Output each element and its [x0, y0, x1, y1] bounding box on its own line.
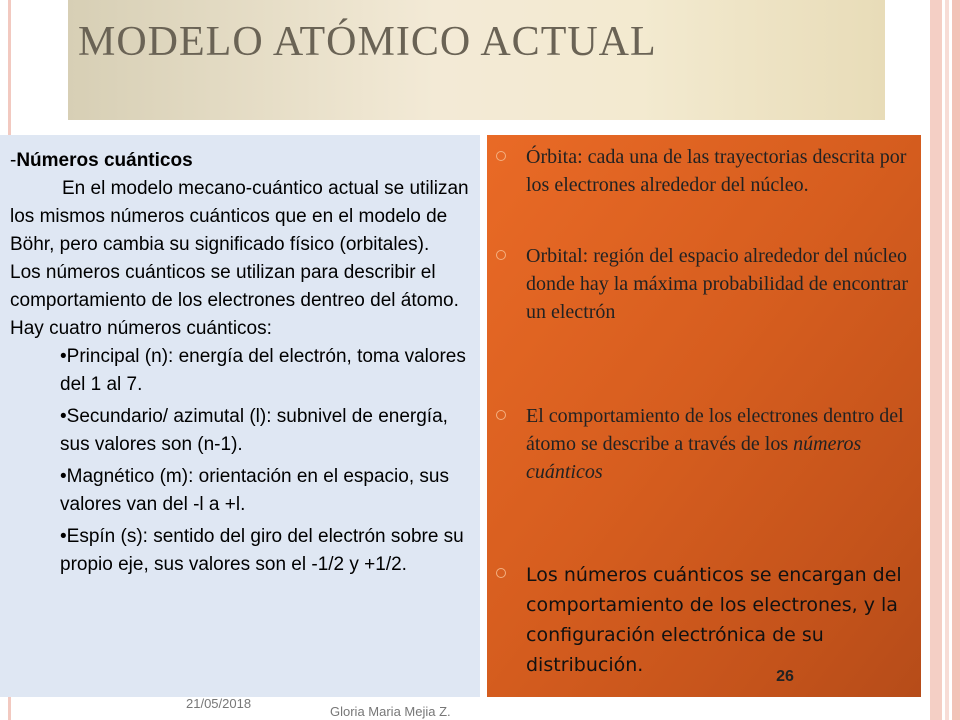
- right-bullet-configuracion: [496, 560, 916, 680]
- bullet-ring-icon: [496, 568, 506, 578]
- footer-author: Gloria Maria Mejia Z.: [330, 704, 451, 719]
- paragraph-1: En el modelo mecano-cuántico actual se utilizan los mismos números cuánticos que en el modelo de Böhr, pero cambia su significado físico (orbitales).: [10, 178, 469, 255]
- list-item: •Secundario/ azimutal (l): subnivel de energía, sus valores son (n-1).: [60, 406, 448, 455]
- right-bullet-text-prefix: El comportamiento de los electrones dentro del átomo se describe a través de los: [526, 405, 904, 455]
- right-bullet-text-italic: números cuánticos: [526, 433, 862, 483]
- right-bullet-comportamiento: [496, 402, 916, 486]
- quantum-number-list: [10, 343, 470, 579]
- right-decorative-stripe: [930, 0, 942, 720]
- heading-dash: -: [10, 150, 17, 171]
- bullet-ring-icon: [496, 250, 506, 260]
- right-bullet-text: Los números cuánticos se encargan del comportamiento de los electrones, y la configuración electrónica de su distribución.: [526, 564, 902, 676]
- page-number: 26: [776, 668, 794, 685]
- right-bullet-text: Orbital: región del espacio alrededor del núcleo donde hay la máxima probabilidad de encontrar un electrón: [526, 245, 909, 323]
- bullet-ring-icon: [496, 410, 506, 420]
- right-decorative-stripe: [945, 0, 949, 720]
- right-bullet-text: Órbita: cada una de las trayectorias descrita por los electrones alrededor del núcleo.: [526, 146, 907, 196]
- list-item: •Principal (n): energía del electrón, toma valores del 1 al 7.: [60, 346, 466, 395]
- bullet-ring-icon: [496, 151, 506, 161]
- right-bullet-orbital: [496, 242, 916, 326]
- slide-title: MODELO ATÓMICO ACTUAL: [78, 19, 657, 65]
- paragraph-2: Los números cuánticos se utilizan para describir el comportamiento de los electrones dentreo del átomo. Hay cuatro números cuánticos:: [10, 262, 459, 339]
- right-bullet-orbita: [496, 143, 916, 199]
- right-bullet-text: [526, 402, 916, 486]
- footer-date: 21/05/2018: [186, 696, 252, 711]
- list-item: •Magnético (m): orientación en el espacio, sus valores van del -l a +l.: [60, 466, 449, 515]
- list-item: •Espín (s): sentido del giro del electrón sobre su propio eje, sus valores son el -1/2 y +1/2.: [60, 526, 464, 575]
- right-decorative-stripe: [952, 0, 960, 720]
- left-panel-text: [10, 147, 470, 583]
- heading-text: Números cuánticos: [16, 150, 193, 171]
- section-heading: [10, 147, 470, 175]
